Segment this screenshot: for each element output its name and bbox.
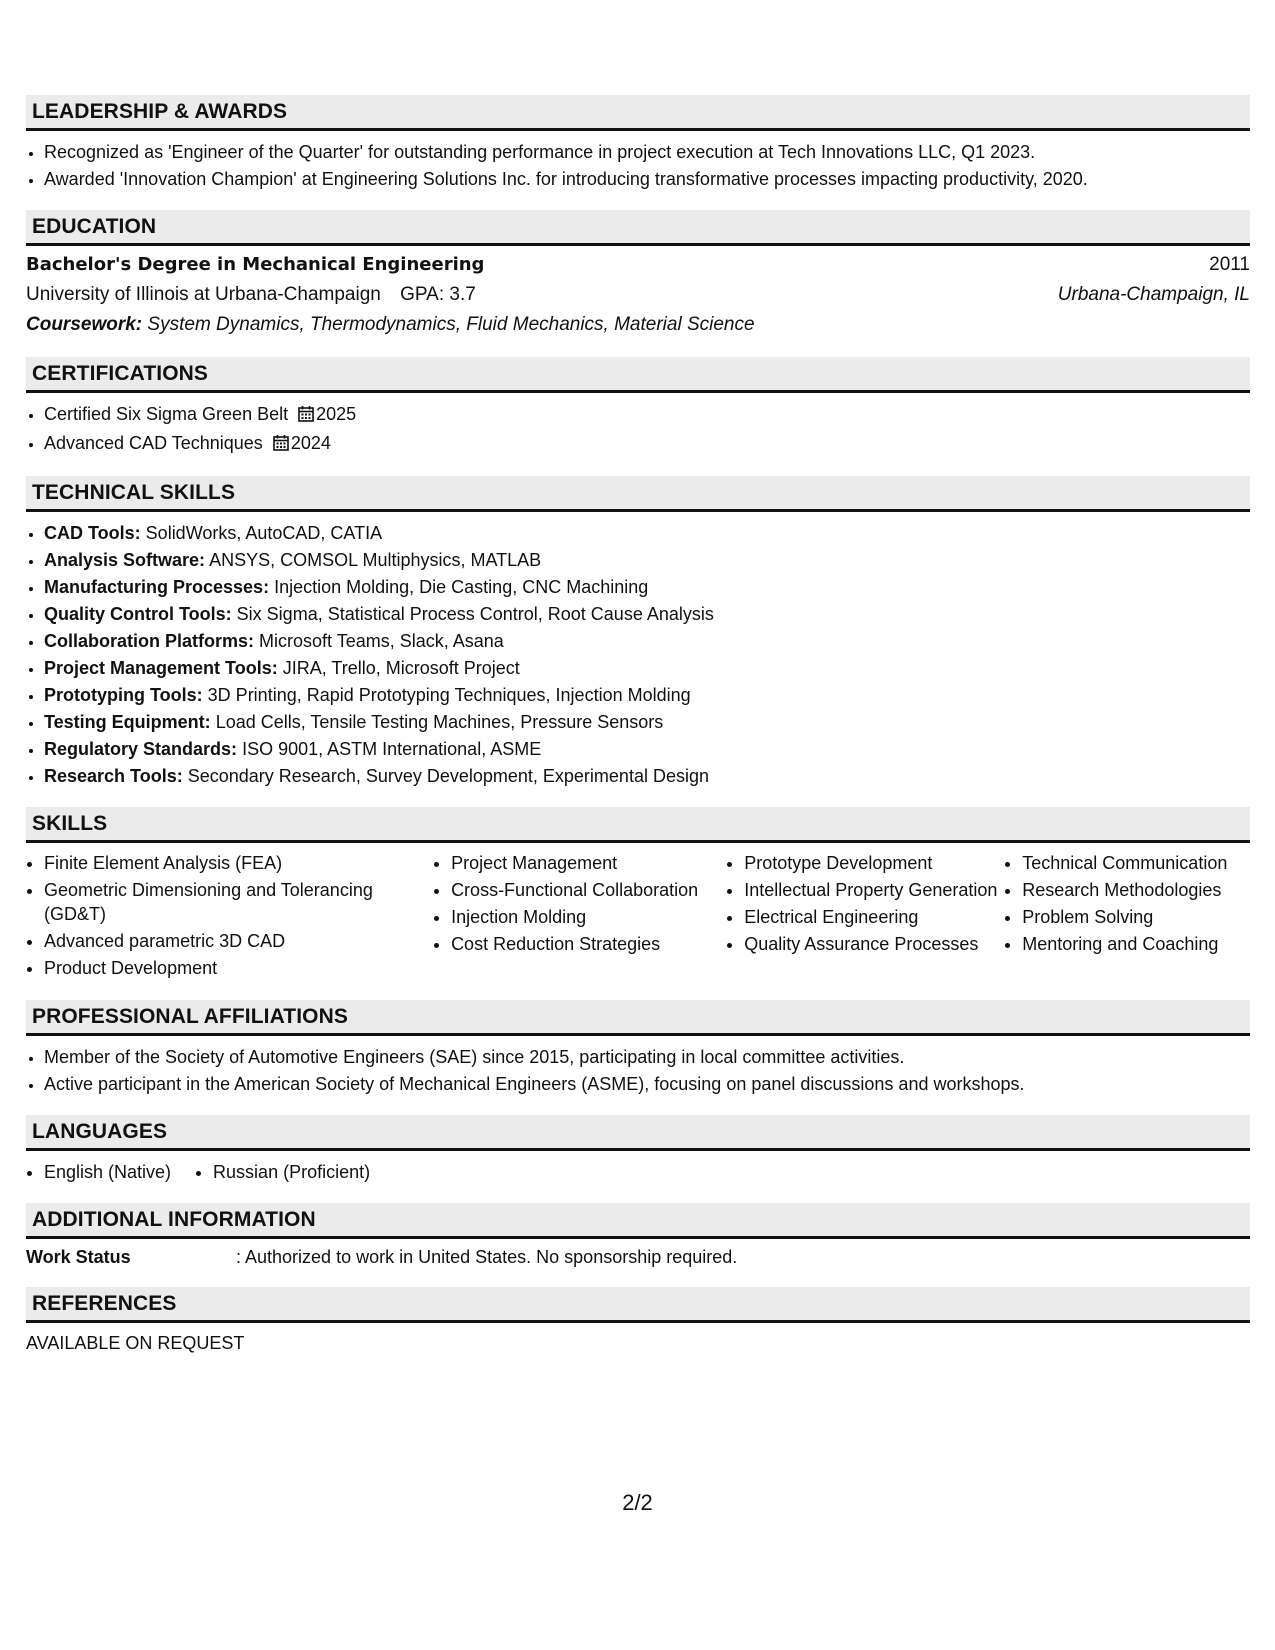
skill-category: Quality Control Tools: [44,604,232,624]
skill-values: ANSYS, COMSOL Multiphysics, MATLAB [209,550,542,570]
list-item [44,682,1250,709]
list-item: • Geometric Dimensioning and Tolerancing (GD&T) [44,878,433,926]
list-item [44,574,1250,601]
education-degree-row [26,250,1250,280]
skill-category: Regulatory Standards: [44,739,238,759]
affiliations-section [26,1000,1250,1098]
work-status-label: Work Status [26,1247,131,1267]
list-item: • Cost Reduction Strategies [451,932,726,956]
list-item: • Member of the Society of Automotive Engineers (SAE) since 2015, participating in local committee activities. [44,1044,1250,1071]
certification-name: Advanced CAD Techniques [44,433,263,453]
section-title: REFERENCES [26,1287,1250,1323]
gpa: GPA: 3.7 [400,284,476,305]
list-item: • Project Management [451,851,726,875]
certification-year: 2024 [290,433,331,453]
list-item: • Active participant in the American Society of Mechanical Engineers (ASME), focusing on panel discussions and workshops. [44,1071,1250,1098]
calendar-icon [273,432,289,459]
leadership-section [26,95,1250,193]
skill-values: Microsoft Teams, Slack, Asana [259,631,504,651]
list-item [44,763,1250,790]
list-item: • Research Methodologies [1022,878,1250,902]
page-number: 2/2 [622,1490,653,1515]
skills-column [26,851,433,983]
list-item [44,401,1250,430]
skill-values: Secondary Research, Survey Development, Experimental Design [187,766,709,786]
skill-category: Manufacturing Processes: [44,577,270,597]
skill-category: CAD Tools: [44,523,141,543]
list-item: • Technical Communication [1022,851,1250,875]
languages-section [26,1115,1250,1186]
work-status-value: : Authorized to work in United States. No sponsorship required. [236,1247,738,1267]
graduation-year: 2011 [1209,254,1250,275]
list-item: • Advanced parametric 3D CAD [44,929,433,953]
section-title: ADDITIONAL INFORMATION [26,1203,1250,1239]
degree-name: Bachelor's Degree in Mechanical Engineering [26,254,485,275]
list-item: • Russian (Proficient) [213,1159,370,1186]
skill-category: Project Management Tools: [44,658,278,678]
list-item: • Injection Molding [451,905,726,929]
affiliations-list [26,1044,1250,1098]
resume-page [26,95,1250,1373]
leadership-list [26,139,1250,193]
skill-values: Injection Molding, Die Casting, CNC Machining [274,577,649,597]
list-item [44,430,1250,459]
skill-values: ISO 9001, ASTM International, ASME [242,739,542,759]
section-title: PROFESSIONAL AFFILIATIONS [26,1000,1250,1036]
skill-category: Prototyping Tools: [44,685,203,705]
skill-values: SolidWorks, AutoCAD, CATIA [145,523,383,543]
section-title: EDUCATION [26,210,1250,246]
school-name: University of Illinois at Urbana-Champaign [26,284,381,305]
skill-category: Analysis Software: [44,550,206,570]
skills-grid [26,851,1250,983]
coursework-label: Coursework: [26,314,143,335]
section-title: TECHNICAL SKILLS [26,476,1250,512]
skills-section [26,807,1250,983]
list-item: • Quality Assurance Processes [744,932,1004,956]
list-item: • Intellectual Property Generation [744,878,1004,902]
certifications-list [26,401,1250,459]
list-item: • Cross-Functional Collaboration [451,878,726,902]
section-title: LEADERSHIP & AWARDS [26,95,1250,131]
list-item: • English (Native) [44,1159,171,1186]
certification-year: 2025 [316,404,357,424]
skill-category: Testing Equipment: [44,712,211,732]
certifications-section [26,357,1250,459]
list-item: • Awarded 'Innovation Champion' at Engineering Solutions Inc. for introducing transformative processes impacting productivity, 2020. [44,166,1250,193]
additional-info-section [26,1203,1250,1270]
section-title: CERTIFICATIONS [26,357,1250,393]
list-item [44,709,1250,736]
list-item: • Prototype Development [744,851,1004,875]
skill-category: Collaboration Platforms: [44,631,255,651]
list-item: • Product Development [44,956,433,980]
skills-column [726,851,1004,983]
list-item: • Electrical Engineering [744,905,1004,929]
section-title: LANGUAGES [26,1115,1250,1151]
education-school-row [26,280,1250,310]
list-item [44,547,1250,574]
coursework-list: System Dynamics, Thermodynamics, Fluid Mechanics, Material Science [147,314,755,335]
list-item [44,601,1250,628]
list-item: • Problem Solving [1022,905,1250,929]
list-item: • Recognized as 'Engineer of the Quarter' for outstanding performance in project execution at Tech Innovations LLC, Q1 2023. [44,139,1250,166]
skill-values: 3D Printing, Rapid Prototyping Techniques, Injection Molding [207,685,691,705]
list-item: • Finite Element Analysis (FEA) [44,851,433,875]
skill-values: JIRA, Trello, Microsoft Project [282,658,520,678]
skill-values: Six Sigma, Statistical Process Control, Root Cause Analysis [236,604,714,624]
certification-name: Certified Six Sigma Green Belt [44,404,289,424]
skill-values: Load Cells, Tensile Testing Machines, Pressure Sensors [215,712,664,732]
list-item [44,520,1250,547]
list-item [44,736,1250,763]
section-title: SKILLS [26,807,1250,843]
skills-column [1004,851,1250,983]
list-item [44,628,1250,655]
work-status-row [26,1244,1250,1270]
languages-list [26,1159,1250,1186]
skill-category: Research Tools: [44,766,183,786]
coursework [26,310,1250,340]
education-section [26,210,1250,340]
technical-skills-list [26,520,1250,790]
references-section [26,1287,1250,1356]
technical-skills-section [26,476,1250,790]
school-location: Urbana-Champaign, IL [1057,284,1250,305]
list-item [44,655,1250,682]
references-text: AVAILABLE ON REQUEST [26,1333,245,1353]
list-item: • Mentoring and Coaching [1022,932,1250,956]
skills-column [433,851,726,983]
calendar-icon [298,403,314,430]
